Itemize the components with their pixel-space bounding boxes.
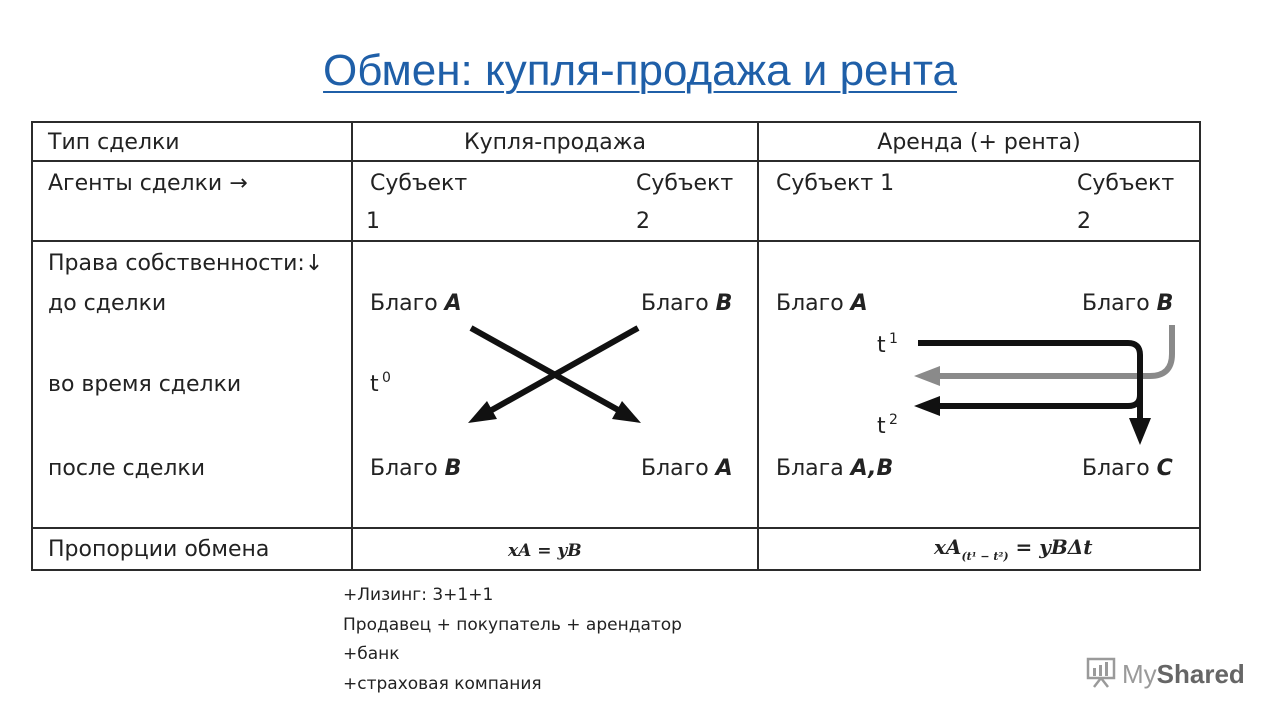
rights-after: после сделки	[48, 456, 206, 481]
header-sale: Купля-продажа	[463, 130, 647, 155]
agents-label: Агенты сделки →	[48, 171, 248, 196]
sale-subject-2-num: 2	[636, 209, 650, 234]
rent-time-t1: t 1	[877, 331, 898, 358]
rent-time-t2: t 2	[877, 412, 898, 439]
rights-label: Права собственности:↓	[48, 251, 324, 276]
rent-subject-1: Субъект 1	[776, 171, 895, 196]
note-item: +Лизинг: 3+1+1	[343, 585, 494, 605]
title-text: Обмен: купля-продажа и рента	[323, 46, 957, 95]
header-rent: Аренда (+ рента)	[877, 130, 1081, 155]
rent-gray-arrow	[914, 325, 1172, 386]
rights-before: до сделки	[48, 291, 167, 316]
sale-after-right: Благо A	[641, 456, 733, 481]
chart-board-icon	[1086, 656, 1116, 688]
sale-before-right: Благо B	[641, 291, 733, 316]
header-deal-type: Тип сделки	[48, 130, 180, 155]
rent-before-left: Благо A	[776, 291, 868, 316]
rights-during: во время сделки	[48, 372, 242, 397]
myshared-logo	[1086, 656, 1245, 690]
rent-before-right: Благо B	[1082, 291, 1174, 316]
rent-subject-2: Субъект	[1077, 171, 1175, 196]
sale-formula: xA = yB	[508, 541, 582, 561]
rent-formula: $xA_{(t^1 - t^2)} = yB\Delta t$	[934, 535, 1093, 563]
note-item: +банк	[343, 644, 400, 664]
rent-subject-2-num: 2	[1077, 209, 1091, 234]
rent-black-arrow-down	[918, 343, 1151, 445]
sale-subject-1-num: 1	[366, 209, 380, 234]
sale-subject-2: Субъект	[636, 171, 734, 196]
sale-subject-1: Субъект	[370, 171, 468, 196]
sale-after-left: Благо B	[370, 456, 462, 481]
note-item: +страховая компания	[343, 673, 542, 694]
rent-after-right: Благо C	[1082, 456, 1173, 481]
proportions-label: Пропорции обмена	[48, 537, 270, 562]
logo-text-shared: Shared	[1156, 659, 1245, 689]
sale-time-t0: t 0	[370, 370, 391, 397]
note-item: Продавец + покупатель + арендатор	[343, 614, 682, 635]
logo-text-my: My	[1122, 659, 1157, 689]
notes-list	[343, 581, 682, 699]
rent-black-arrow-back	[914, 355, 1140, 416]
sale-before-left: Благо A	[370, 291, 462, 316]
rent-after-left: Блага A,B	[776, 456, 894, 481]
